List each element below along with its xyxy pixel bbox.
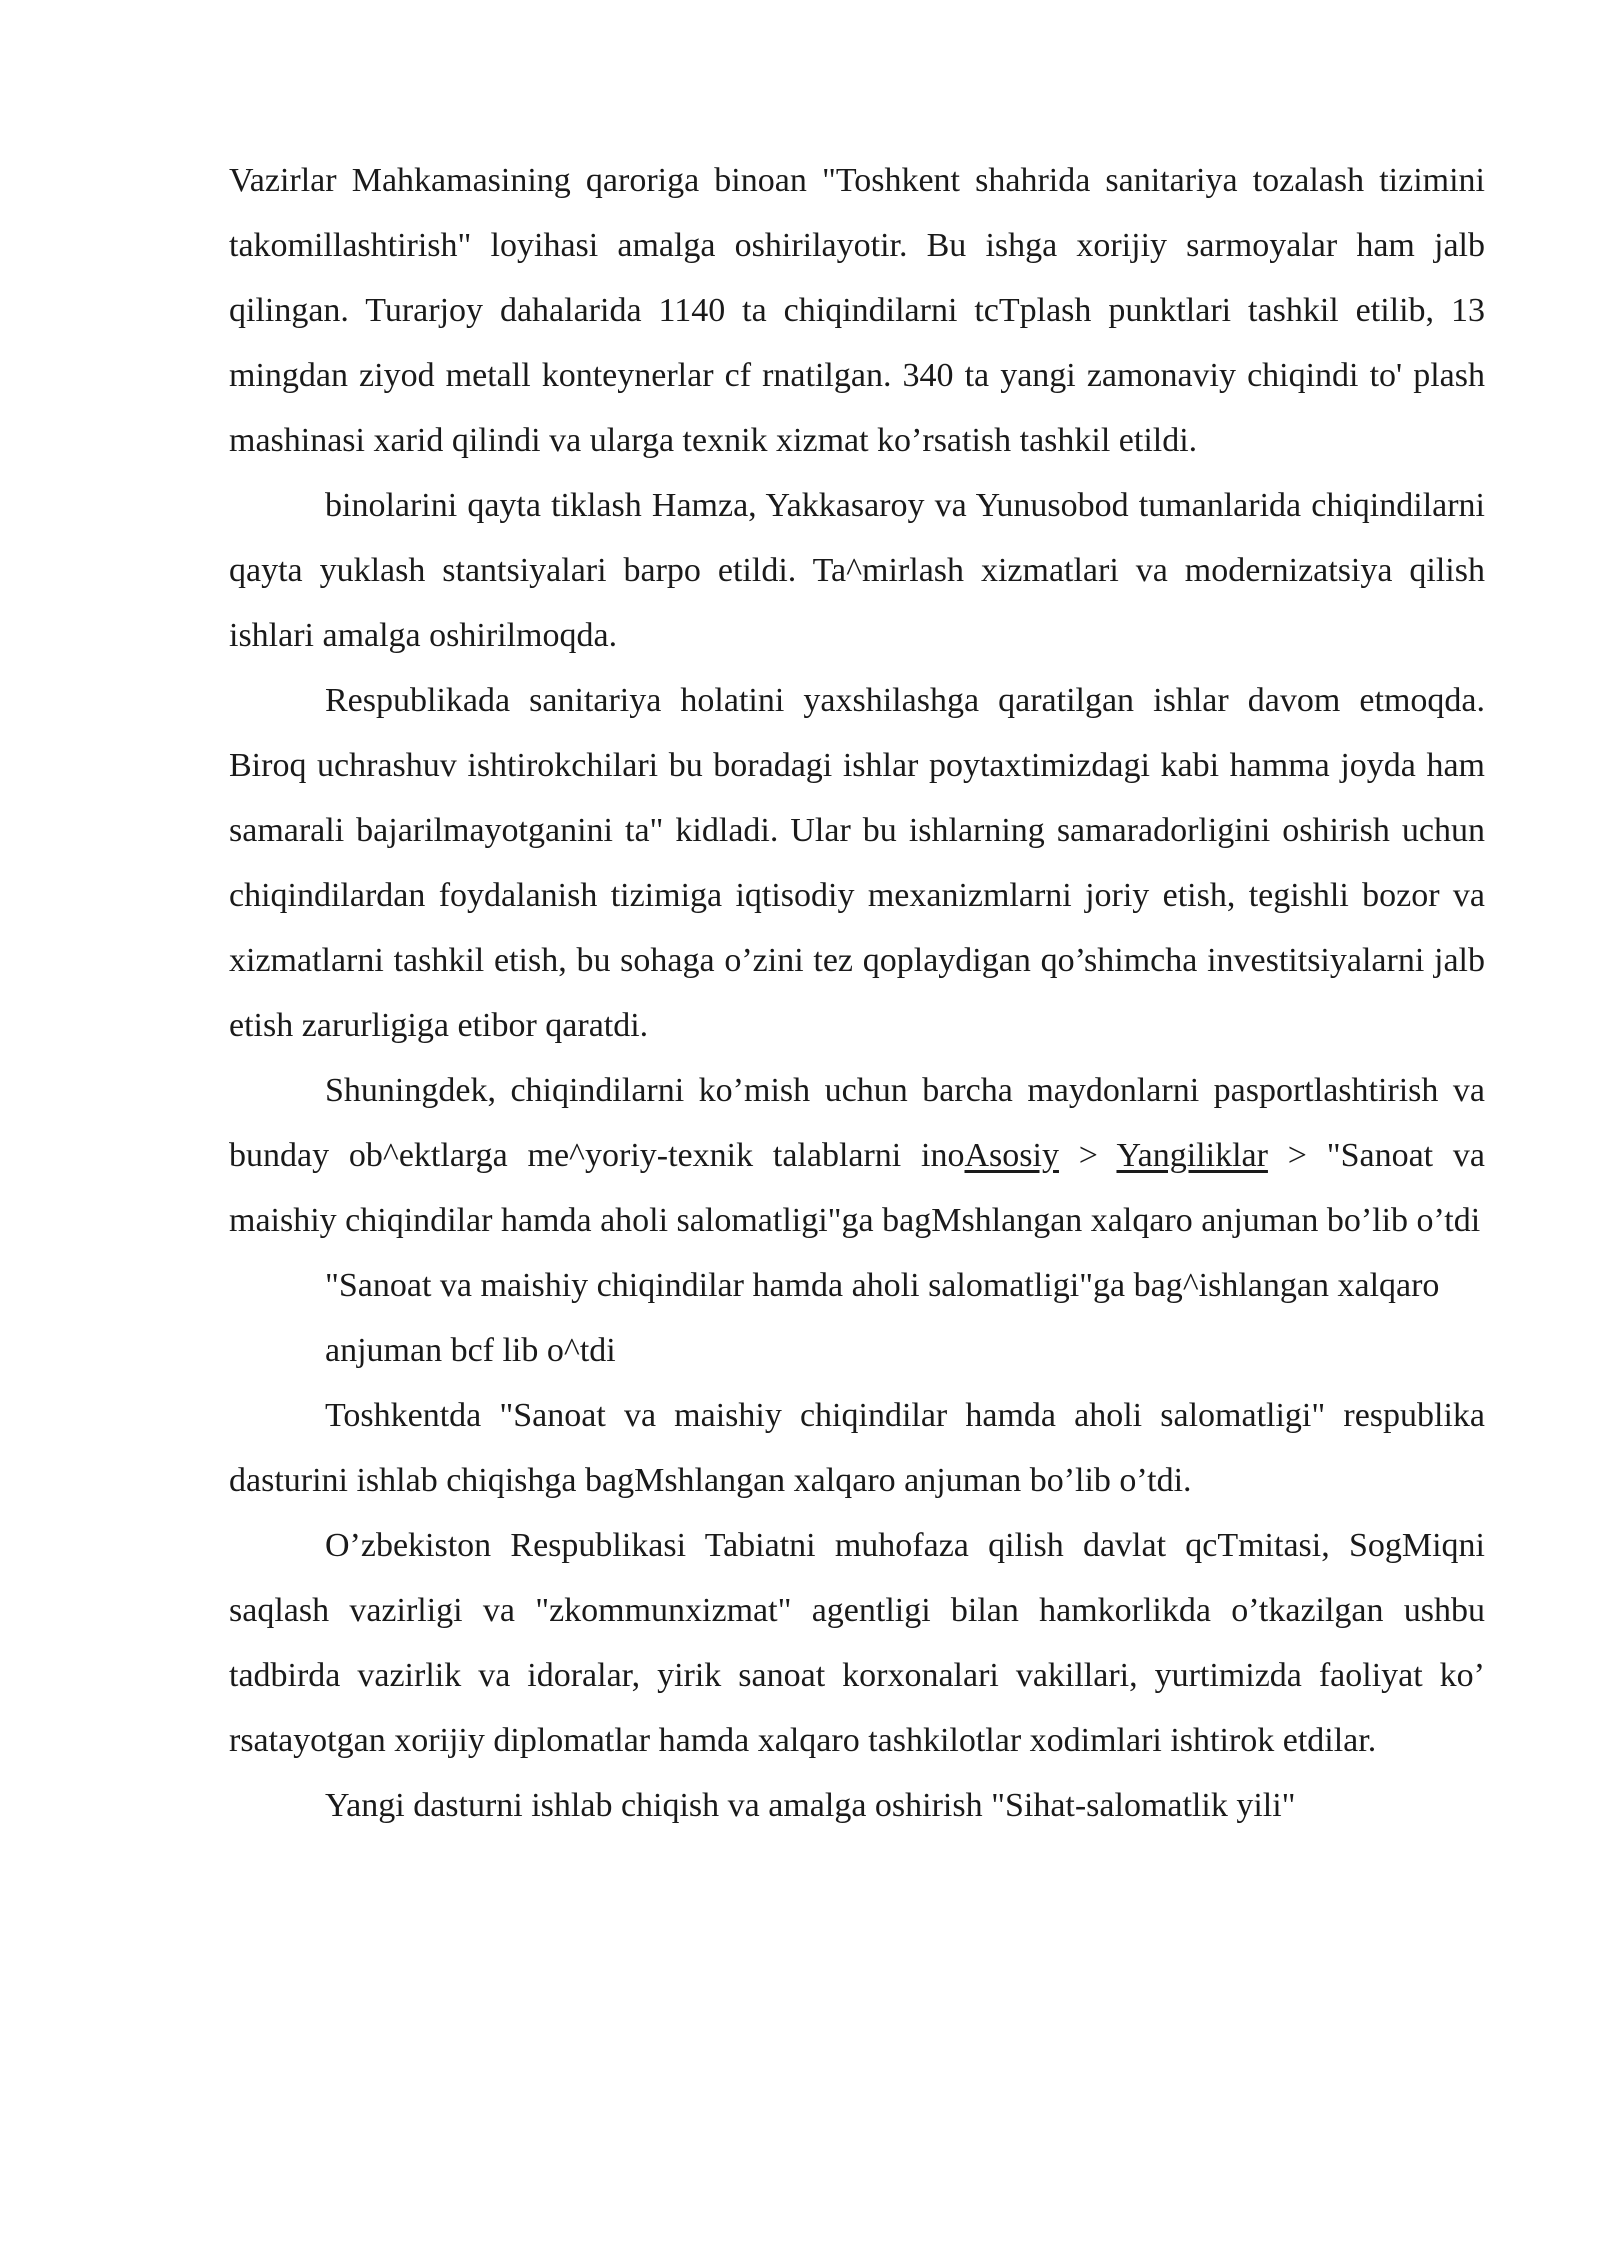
breadcrumb-link-news[interactable]: Yangiliklar — [1116, 1137, 1268, 1174]
paragraph-1: Vazirlar Mahkamasining qaroriga binoan "Toshkent shahrida sanitariya tozalash tizimini takomillashtirish" loyihasi amalga oshirilayotir. Bu ishga xorijiy sarmoyalar ham jalb qilingan. Turarjoy dahalarida 1140 ta chiqindilarni tcTplash punktlari tashkil etilib, 13 mingdan ziyod metall konteynerlar cf rnatilgan. 340 ta yangi zamonaviy chiqindi to' plash mashinasi xarid qilindi va ularga texnik xizmat ko’rsatish tashkil etildi. — [229, 162, 1485, 459]
paragraph-4-text-end: > "Sanoat va maishiy chiqindilar hamda aholi salomatligi"ga bagMshlangan xalqaro anjuman bo’lib o’tdi — [229, 1137, 1486, 1239]
breadcrumb-link-home[interactable]: Asosiy — [964, 1137, 1059, 1174]
paragraph-6: Toshkentda "Sanoat va maishiy chiqindilar hamda aholi salomatligi" respublika dasturini ishlab chiqishga bagMshlangan xalqaro anjuman bo’lib o’tdi. — [229, 1397, 1485, 1499]
paragraph-2: binolarini qayta tiklash Hamza, Yakkasaroy va Yunusobod tumanlarida chiqindilarni qayta yuklash stantsiyalari barpo etildi. Ta^mirlash xizmatlari va modernizatsiya qilish ishlari amalga oshirilmoqda. — [229, 487, 1485, 654]
paragraph-8: Yangi dasturni ishlab chiqish va amalga oshirish "Sihat-salomatlik yili" — [325, 1787, 1296, 1824]
paragraph-3: Respublikada sanitariya holatini yaxshilashga qaratilgan ishlar davom etmoqda. Biroq uchrashuv ishtirokchilari bu boradagi ishlar poytaxtimizdagi kabi hamma joyda ham samarali bajarilmayotganini ta" kidladi. Ular bu ishlarning samaradorligini oshirish uchun chiqindilardan foydalanish tizimiga iqtisodiy mexanizmlarni joriy etish, tegishli bozor va xizmatlarni tashkil etish, bu sohaga o’zini tez qoplaydigan qo’shimcha investitsiyalarni jalb etish zarurligiga etibor qaratdi. — [229, 682, 1485, 1044]
paragraph-4-text-start: Shuningdek, chiqindilarni ko’mish uchun barcha maydonlarni pasportlashtirish va bunday ob^ektlarga me^yoriy-texnik talablarni ino — [229, 1072, 1485, 1174]
article-heading: "Sanoat va maishiy chiqindilar hamda aholi salomatligi"ga bag^ishlangan xalqaro anjuman bcf lib o^tdi — [325, 1267, 1440, 1369]
paragraph-4 — [229, 1058, 1485, 1253]
breadcrumb-separator: > — [1058, 1137, 1117, 1174]
document-body — [229, 148, 1485, 1838]
paragraph-7: O’zbekiston Respublikasi Tabiatni muhofaza qilish davlat qcTmitasi, SogMiqni saqlash vazirligi va "zkommunxizmat" agentligi bilan hamkorlikda o’tkazilgan ushbu tadbirda vazirlik va idoralar, yirik sanoat korxonalari vakillari, yurtimizda faoliyat ko’ rsatayotgan xorijiy diplomatlar hamda xalqaro tashkilotlar xodimlari ishtirok etdilar. — [229, 1527, 1485, 1759]
